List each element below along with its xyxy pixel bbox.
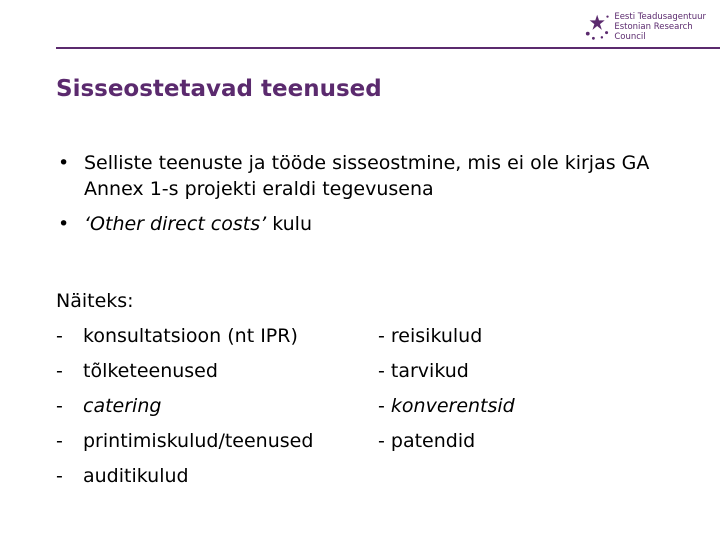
list-item-text: reisikulud bbox=[390, 325, 483, 347]
bullet-text-1: Selliste teenuste ja tööde sisseostmine, mis ei ole kirjas GA Annex 1-s projekti eraldi tegevusena bbox=[84, 152, 650, 200]
list-item-text: konsultatsioon (nt IPR) bbox=[83, 325, 298, 347]
dash-marker: - bbox=[378, 430, 385, 452]
list-item-text: auditikulud bbox=[83, 465, 189, 487]
list-item-text: patendid bbox=[390, 430, 476, 452]
header-divider bbox=[56, 47, 720, 49]
logo-line-2: Estonian Research Council bbox=[614, 22, 693, 42]
logo-line-1: Eesti Teadusagentuur bbox=[614, 12, 706, 22]
list-item bbox=[56, 319, 378, 354]
list-item-text: tarvikud bbox=[390, 360, 469, 382]
dash-marker: - bbox=[378, 360, 385, 382]
bullet-text-2-italic: ‘Other direct costs’ bbox=[84, 213, 267, 235]
examples-right-column bbox=[378, 319, 678, 494]
dash-marker: - bbox=[378, 325, 385, 347]
list-item bbox=[378, 319, 678, 354]
examples-section bbox=[56, 284, 696, 494]
logo-text bbox=[614, 12, 720, 42]
dash-marker: - bbox=[56, 360, 63, 382]
dash-marker: - bbox=[56, 395, 63, 417]
list-item bbox=[56, 354, 378, 389]
dash-marker: - bbox=[378, 395, 385, 417]
list-item-text: konverentsid bbox=[390, 395, 515, 417]
dash-marker: - bbox=[56, 465, 63, 487]
list-item bbox=[378, 424, 678, 459]
bullet-text-2-rest: kulu bbox=[266, 213, 312, 235]
list-item bbox=[56, 424, 378, 459]
list-item bbox=[378, 354, 678, 389]
estonian-research-council-logo bbox=[584, 12, 720, 42]
examples-columns bbox=[56, 319, 696, 494]
list-item bbox=[56, 459, 378, 494]
bullet-list bbox=[56, 150, 696, 246]
list-item bbox=[56, 389, 378, 424]
list-item bbox=[378, 389, 678, 424]
list-item-text: catering bbox=[83, 395, 162, 417]
slide-title: Sisseostetavad teenused bbox=[56, 76, 382, 102]
list-item-text: printimiskulud/teenused bbox=[83, 430, 314, 452]
dash-marker: - bbox=[56, 325, 63, 347]
bullet-item bbox=[56, 150, 696, 202]
examples-left-column bbox=[56, 319, 378, 494]
examples-heading: Näiteks: bbox=[56, 290, 134, 312]
bullet-item bbox=[56, 211, 696, 237]
dash-marker: - bbox=[56, 430, 63, 452]
list-item-text: tõlketeenused bbox=[83, 360, 218, 382]
star-cluster-icon bbox=[584, 12, 610, 42]
